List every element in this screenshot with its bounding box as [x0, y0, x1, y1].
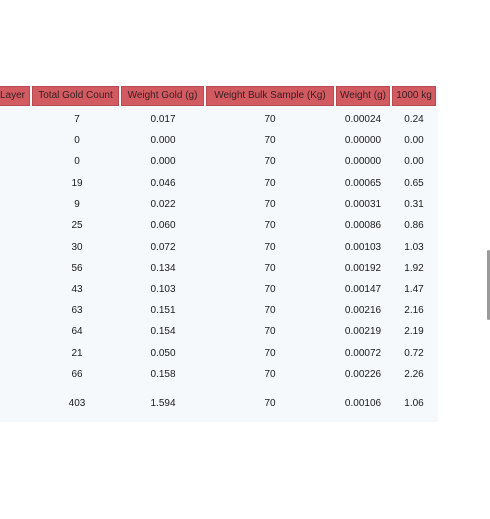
total-total-gold-count: 403	[68, 398, 86, 409]
cell-weight-bulk-sample: 70	[264, 326, 276, 337]
cell-weight-g: 0.00031	[344, 199, 382, 210]
cell-weight-bulk-sample: 70	[264, 220, 276, 231]
cell-total-gold-count: 7	[74, 114, 80, 125]
cell-per-1000kg: 2.19	[404, 326, 424, 337]
header-total-gold-count: Total Gold Count	[32, 86, 119, 106]
cell-weight-g: 0.00219	[344, 326, 382, 337]
cell-total-gold-count: 64	[71, 326, 83, 337]
cell-total-gold-count: 0	[74, 156, 80, 167]
cell-per-1000kg: 1.92	[404, 263, 424, 274]
total-weight-gold: 1.594	[150, 398, 176, 409]
cell-total-gold-count: 21	[71, 348, 83, 359]
cell-weight-gold: 0.046	[150, 178, 176, 189]
cell-weight-g: 0.00103	[344, 242, 382, 253]
cell-total-gold-count: 56	[71, 263, 83, 274]
cell-total-gold-count: 0	[74, 135, 80, 146]
header-weight-g: Weight (g)	[336, 86, 390, 106]
cell-weight-gold: 0.154	[150, 326, 176, 337]
cell-weight-gold: 0.060	[150, 220, 176, 231]
cell-weight-bulk-sample: 70	[264, 284, 276, 295]
cell-weight-gold: 0.022	[150, 199, 176, 210]
cell-total-gold-count: 66	[71, 369, 83, 380]
cell-weight-gold: 0.158	[150, 369, 176, 380]
cell-weight-g: 0.00072	[344, 348, 382, 359]
cell-per-1000kg: 1.47	[404, 284, 424, 295]
cell-total-gold-count: 9	[74, 199, 80, 210]
cell-weight-gold: 0.000	[150, 156, 176, 167]
cell-weight-bulk-sample: 70	[264, 242, 276, 253]
header-layer: Layer	[0, 86, 30, 106]
cell-weight-bulk-sample: 70	[264, 156, 276, 167]
cell-weight-g: 0.00065	[344, 178, 382, 189]
cell-total-gold-count: 19	[71, 178, 83, 189]
cell-per-1000kg: 0.24	[404, 114, 424, 125]
cell-weight-gold: 0.151	[150, 305, 176, 316]
cell-per-1000kg: 1.03	[404, 242, 424, 253]
cell-weight-g: 0.00086	[344, 220, 382, 231]
cell-per-1000kg: 0.72	[404, 348, 424, 359]
cell-weight-g: 0.00000	[344, 135, 382, 146]
cell-total-gold-count: 63	[71, 305, 83, 316]
cell-per-1000kg: 0.31	[404, 199, 424, 210]
cell-weight-gold: 0.000	[150, 135, 176, 146]
cell-weight-bulk-sample: 70	[264, 135, 276, 146]
cell-total-gold-count: 43	[71, 284, 83, 295]
cell-weight-g: 0.00147	[344, 284, 382, 295]
cell-weight-gold: 0.072	[150, 242, 176, 253]
cell-per-1000kg: 0.86	[404, 220, 424, 231]
total-weight-bulk-sample: 70	[264, 398, 276, 409]
cell-weight-bulk-sample: 70	[264, 114, 276, 125]
cell-weight-bulk-sample: 70	[264, 199, 276, 210]
cell-weight-gold: 0.134	[150, 263, 176, 274]
total-per-1000kg: 1.06	[404, 398, 424, 409]
cell-weight-g: 0.00024	[344, 114, 382, 125]
cell-per-1000kg: 0.00	[404, 156, 424, 167]
header-per-1000kg: 1000 kg	[392, 86, 436, 106]
cell-weight-g: 0.00000	[344, 156, 382, 167]
cell-weight-g: 0.00226	[344, 369, 382, 380]
cell-weight-bulk-sample: 70	[264, 263, 276, 274]
cell-per-1000kg: 2.16	[404, 305, 424, 316]
cell-per-1000kg: 0.65	[404, 178, 424, 189]
cell-total-gold-count: 30	[71, 242, 83, 253]
cell-weight-bulk-sample: 70	[264, 369, 276, 380]
cell-total-gold-count: 25	[71, 220, 83, 231]
cell-weight-gold: 0.017	[150, 114, 176, 125]
header-weight-gold: Weight Gold (g)	[121, 86, 204, 106]
cell-weight-g: 0.00216	[344, 305, 382, 316]
cell-weight-bulk-sample: 70	[264, 348, 276, 359]
cell-weight-gold: 0.050	[150, 348, 176, 359]
cell-per-1000kg: 0.00	[404, 135, 424, 146]
cell-weight-bulk-sample: 70	[264, 178, 276, 189]
total-weight-g: 0.00106	[344, 398, 382, 409]
cell-weight-g: 0.00192	[344, 263, 382, 274]
cell-weight-gold: 0.103	[150, 284, 176, 295]
cell-weight-bulk-sample: 70	[264, 305, 276, 316]
cell-per-1000kg: 2.26	[404, 369, 424, 380]
header-weight-bulk-sample: Weight Bulk Sample (Kg)	[206, 86, 334, 106]
